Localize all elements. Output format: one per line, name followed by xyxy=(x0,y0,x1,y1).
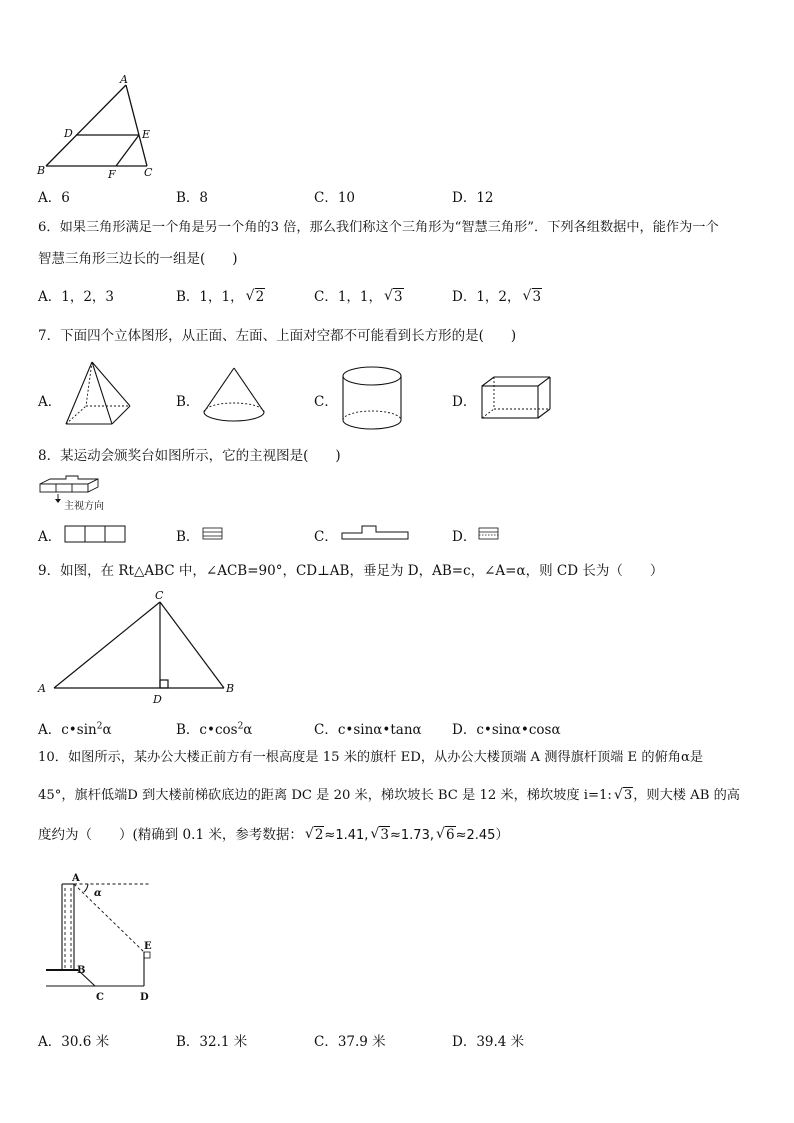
q7-cuboid-figure[interactable] xyxy=(478,374,554,422)
q10-stem-line1: 10．如图所示，某办公大楼正前方有一根高度是 15 米的旗杆 ED，从办公大楼顶端 A 测得旗杆顶端 E 的俯角α是 xyxy=(38,750,704,765)
q8-option-c-label[interactable]: C． xyxy=(314,529,338,545)
q10-label-b: B xyxy=(77,965,86,976)
q10-label-c: C xyxy=(96,992,104,1003)
q5-segment-ac xyxy=(126,85,147,166)
sqrt-symbol xyxy=(305,825,325,845)
q10-label-a: A xyxy=(72,873,80,884)
q6-option-a[interactable] xyxy=(38,285,114,305)
q6-option-b-text: B．1，1， xyxy=(176,289,244,305)
q10-ref-approx-2: ≈1.73, xyxy=(390,828,434,843)
q9-stem: 9．如图，在 Rt△ABC 中，∠ACB=90°，CD⊥AB，垂足为 D，AB=c，∠A=α，则 CD 长为（ ） xyxy=(38,563,664,579)
q10-ref-radicand-1: 2 xyxy=(314,827,324,843)
q6-option-d-text: D．1，2， xyxy=(452,289,521,305)
q10-label-d: D xyxy=(140,992,149,1003)
q7-pyramid-figure[interactable] xyxy=(62,358,134,430)
q10-option-d[interactable]: D．39.4 米 xyxy=(452,1034,525,1050)
sqrt-symbol xyxy=(370,825,390,845)
q10-line3-text-a: 度约为（ ）(精确到 0.1 米，参考数据： xyxy=(38,827,303,843)
q9-option-a-text: A．c•sin xyxy=(38,722,97,738)
q9-option-b-sup: 2 xyxy=(237,721,244,732)
q10-line2-text-a: 45°，旗杆低端D 到大楼前梯砍底边的距离 DC 是 20 米，梯坎坡长 BC 是 12 米，梯坎坡度 i=1: xyxy=(38,788,612,803)
q7-option-d-label[interactable]: D． xyxy=(452,394,477,410)
q10-ref-approx-1: ≈1.41, xyxy=(324,828,369,843)
sqrt-symbol xyxy=(436,825,456,845)
q9-option-b-text: B．c•cos xyxy=(176,722,238,738)
q9-option-a-tail: α xyxy=(102,722,112,738)
q5-segment-ab xyxy=(46,85,126,166)
q5-label-d: D xyxy=(64,127,73,140)
q5-option-a[interactable]: A．6 xyxy=(38,190,70,206)
q10-stem-line3 xyxy=(38,825,509,846)
q10-line2-text-b: ，则大楼 AB 的高 xyxy=(633,788,740,803)
q5-option-c[interactable]: C．10 xyxy=(314,190,356,206)
q8-stem: 8．某运动会颁奖台如图所示，它的主视图是( ) xyxy=(38,448,341,464)
q7-cone-figure[interactable] xyxy=(200,366,270,428)
q10-ref-radicand-3: 6 xyxy=(445,827,455,843)
q8-option-a-label[interactable]: A． xyxy=(38,529,62,545)
q9-option-a[interactable] xyxy=(38,718,112,738)
q7-option-c-label[interactable]: C． xyxy=(314,394,338,410)
q9-option-b[interactable] xyxy=(176,718,252,738)
q8-option-b-figure[interactable] xyxy=(202,527,224,541)
q6-option-c-radicand: 3 xyxy=(394,289,403,305)
q10-option-c[interactable]: C．37.9 米 xyxy=(314,1034,386,1050)
q6-option-d[interactable] xyxy=(452,285,542,305)
q7-option-b-label[interactable]: B． xyxy=(176,394,200,410)
q5-label-c: C xyxy=(144,166,153,179)
q9-option-d[interactable]: D．c•sinα•cosα xyxy=(452,722,561,738)
q10-label-e: E xyxy=(144,941,152,952)
q5-triangle-figure xyxy=(34,72,164,182)
q6-option-b-radicand: 2 xyxy=(255,289,265,305)
sqrt-symbol xyxy=(384,289,404,305)
q5-label-e: E xyxy=(142,128,151,141)
q5-label-a: A xyxy=(120,73,128,86)
q6-option-a-text: A．1，2，3 xyxy=(38,289,115,305)
q9-option-a-sup: 2 xyxy=(96,721,103,732)
q10-ref-approx-3: ≈2.45 xyxy=(455,828,496,843)
q10-line3-text-b: ） xyxy=(495,827,509,843)
sqrt-symbol xyxy=(614,786,633,806)
q5-option-b[interactable]: B．8 xyxy=(176,190,209,206)
q5-label-f: F xyxy=(108,168,116,181)
q10-option-a[interactable]: A．30.6 米 xyxy=(38,1034,110,1050)
q7-cylinder-figure[interactable] xyxy=(340,364,406,432)
q10-option-b[interactable]: B．32.1 米 xyxy=(176,1034,248,1050)
q5-label-b: B xyxy=(37,164,46,177)
q6-option-c-text: C．1，1， xyxy=(314,289,383,305)
q6-stem-line2: 智慧三角形三边长的一组是( ) xyxy=(38,251,238,267)
q10-line2-radicand: 3 xyxy=(623,788,633,803)
sqrt-symbol xyxy=(246,289,266,305)
q6-option-d-radicand: 3 xyxy=(532,289,542,305)
q9-label-c: C xyxy=(155,589,164,602)
q9-option-b-tail: α xyxy=(243,722,253,738)
q8-option-d-figure[interactable] xyxy=(478,527,500,541)
q9-label-b: B xyxy=(226,682,235,695)
q8-option-b-label[interactable]: B． xyxy=(176,529,200,545)
q9-right-triangle-figure xyxy=(34,588,244,708)
q9-label-d: D xyxy=(153,693,162,706)
q9-label-a: A xyxy=(38,682,46,695)
q5-segment-ef xyxy=(116,135,139,166)
q10-label-alpha: α xyxy=(94,888,102,899)
q6-stem-line1: 6．如果三角形满足一个角是另一个角的3 倍，那么我们称这个三角形为“智慧三角形”．下列各组数据中，能作为一个 xyxy=(38,220,719,235)
q7-stem: 7．下面四个立体图形，从正面、左面、上面对空都不可能看到长方形的是( ) xyxy=(38,328,517,344)
sqrt-symbol xyxy=(523,289,543,305)
q10-ref-radicand-2: 3 xyxy=(380,827,389,843)
q8-option-c-figure[interactable] xyxy=(340,521,412,541)
q9-option-c[interactable]: C．c•sinα•tanα xyxy=(314,722,422,738)
q10-stem-line2 xyxy=(38,786,740,806)
q8-option-d-label[interactable]: D． xyxy=(452,529,477,545)
q5-option-d[interactable]: D．12 xyxy=(452,190,494,206)
q6-option-c[interactable] xyxy=(314,285,404,305)
q6-option-b[interactable] xyxy=(176,285,265,305)
q8-view-direction-label: 主视方向 xyxy=(64,501,104,512)
q7-option-a-label[interactable]: A． xyxy=(38,394,62,410)
q8-option-a-figure[interactable] xyxy=(64,524,128,544)
q10-building-flagpole-figure xyxy=(40,866,170,1006)
